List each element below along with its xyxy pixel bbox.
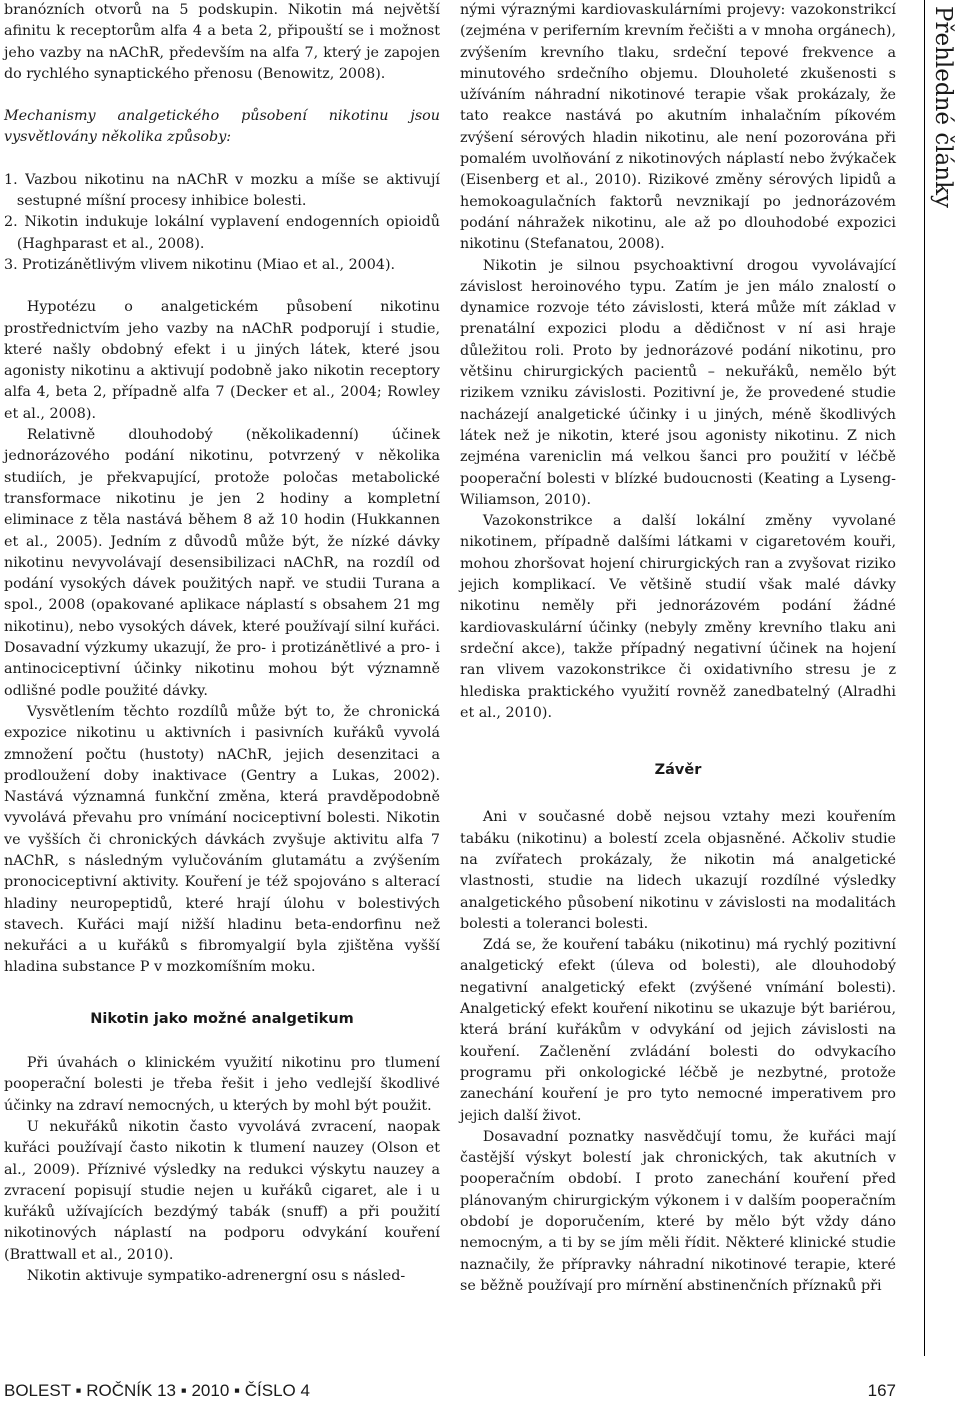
paragraph-sympathetic: Nikotin aktivuje sympatiko-adrenergní osu s násled-	[26, 1268, 406, 1285]
section-label: Přehledné články	[930, 6, 956, 209]
mechanisms-list	[4, 170, 440, 276]
mechanisms-heading: Mechanismy analgetického působení nikotinu jsou vysvětlovány několika způsoby:	[4, 108, 440, 146]
right-column	[460, 0, 896, 1297]
paragraph-clinical-use: Při úvahách o klinickém využití nikotinu pro tlumení pooperační bolesti je třeba řešit i jeho vedlejší škodlivé účinky na zdraví nemocných, u kterých by mohl být použit.	[4, 1055, 440, 1114]
page-footer	[4, 1380, 896, 1402]
paragraph-conclusion-3: Dosavadní poznatky nasvědčují tomu, že kuřáci mají častější výskyt bolestí jak chronických, tak akutních v pooperačním období. I proto zanechání kouření před plánovaným chirurgickým výkonem i v dalším pooperačním období je doporučením, které by mělo být vždy dáno nemocným, a ti by se jím měli řídit. Některé klinické studie naznačily, že přípravky náhradní nikotinové terapie, které se běžně používají pro mírnění abstinenčních příznaků při	[460, 1128, 896, 1294]
list-item: 3. Protizánětlivým vlivem nikotinu (Miao et al., 2004).	[4, 256, 396, 273]
list-item: 1. Vazbou nikotinu na nAChR v mozku a míše se aktivují sestupné míšní procesy inhibice bolesti.	[4, 171, 440, 210]
paragraph-duration: Relativně dlouhodobý (několikadenní) účinek jednorázového podání nikotinu, potvrzený v několika studiích, je překvapující, protože poločas metabolické transformace nikotinu je jen 2 hodiny a kompletní eliminace z těla nastává během 8 až 10 hodin (Hukkannen et al., 2005). Jedním z důvodů může být, že nízké dávky nikotinu nevyvolávají desensibilizaci nAChR, na rozdíl od podání vysokých dávek použitých např. ve studii Turana a spol., 2008 (opakované aplikace náplastí s obsahem 21 mg nikotinu), nebo vysokých dávek, které používají silní kuřáci. Dosavadní výzkumy ukazují, že pro- i protizánětlivé a pro- i antinociceptivní účinky nikotinu mohou být významně odlišné podle použité dávky.	[4, 427, 440, 699]
paragraph-nausea: U nekuřáků nikotin často vyvolává zvracení, naopak kuřáci používají často nikotin k tlumení nauzey (Olson et al., 2009). Příznivé výsledky na redukci výskytu nauzey a zvracení popisují studie nejen u kuřáků cigaret, ale i u kuřáků užívajících bezdýmý tabák (snuff) a při použití nikotinových náplastí na podporu odvykání kouření (Brattwall et al., 2010).	[4, 1118, 440, 1263]
paragraph-psychoactive: Nikotin je silnou psychoaktivní drogou vyvolávající závislost heroinového typu. Zatím je jen málo znalostí o dynamice rozvoje této závislosti, která může mít základ v prenatální expozici plodu a dědičnost v ní asi hraje důležitou roli. Proto by jednorázové podání nikotinu, pro většinu chirurgických pacientů – nekuřáků, nemělo být rizikem vzniku závislosti. Pozitivní je, že provedené studie nacházejí analgetické účinky i u jiných, méně škodlivých látek než je nikotin, které jsou agonisty nikotinu. Z nich zejména vareniclin má velkou šanci pro použití v léčbě pooperační bolesti v blízké budoucnosti (Keating a Lyseng-Wiliamson, 2010).	[460, 257, 896, 508]
left-column	[4, 0, 440, 1287]
page-number: 167	[867, 1381, 896, 1400]
paragraph-vasoconstriction: Vazokonstrikce a další lokální změny vyvolané nikotinem, případně dalšími látkami v cigaretovém kouři, mohou zhoršovat hojení chirurgických ran a zvyšovat riziko jejich komplikací. Ve většině studií však malé dávky nikotinu neměly při jednorázovém podání žádné kardiovaskulární účinky (nebyly změny krevního tlaku ani srdeční akce), takže případný negativní účinek na hojení ran vlivem vazokonstrikce či oxidativního stresu je z hlediska praktického využití rovněž zanedbatelný (Alradhi et al., 2010).	[460, 513, 896, 721]
paragraph-explanation: Vysvětlením těchto rozdílů může být to, že chronická expozice nikotinu u aktivních i pasivních kuřáků vyvolá zmnožení počtu (hustoty) nAChR, jejich desenzitaci a prodloužení doby inaktivace (Gentry a Lukas, 2002). Nastává významná funkční změna, která pravděpodobně vyvolává převahu pro vnímání nociceptivní bolesti. Nikotin ve vyšších či chronických dávkách zvyšuje aktivitu alfa 7 nAChR, s následným vylučováním glutamátu a zvýšením pronociceptivní aktivity. Kouření je též spojováno s alterací hladiny neuropeptidů, které hrají úlohu v bolestivých stavech. Kuřáci mají nižší hladinu beta-endorfinu než nekuřáci a u kuřáků s fibromyalgií byla zjištěna vyšší hladina substance P v mozkomíšním moku.	[4, 703, 440, 976]
paragraph-cardiovascular: nými výraznými kardiovaskulárními projevy: vazokonstrikcí (zejména v periferním krevním řečišti a v mnoha orgánech), zvýšením krevního tlaku, srdeční tepové frekvence a minutového srdečního objemu. Dlouholeté zkušenosti s užíváním náhradní nikotinové terapie však prokázaly, že tato reakce nastává po akutním inhalačním píkovém zvýšení sérových hladin nikotinu, ale není pozorována při pomalém uvolňování z nikotinových náplastí nebo žvýkaček (Eisenberg et al., 2010). Rizikové změny sérových lipidů a hemokoagulačních faktorů nevznikají po jednorázovém podání náhražek nikotinu, ale až po dlouhodobé expozici nikotinu (Stefanatou, 2008).	[460, 2, 896, 253]
section-heading-conclusion: Závěr	[654, 762, 702, 779]
paragraph-receptor-affinity: branózních otvorů na 5 podskupin. Nikotin má největší afinitu k receptorům alfa 4 a beta 2, připouští se i možnost jeho vazby na nAChR, především na alfa 7, který je zapojen do rychlého synaptického přenosu (Benowitz, 2008).	[4, 2, 440, 82]
section-heading-analgesic: Nikotin jako možné analgetikum	[90, 1010, 354, 1027]
journal-issue-info: BOLEST ▪ ROČNÍK 13 ▪ 2010 ▪ ČÍSLO 4	[4, 1381, 310, 1400]
paragraph-hypothesis: Hypotézu o analgetickém působení nikotinu prostřednictvím jeho vazby na nAChR podporují i studie, které našly obdobný efekt i u jiných látek, které jsou agonisty nikotinu a aktivují podobně jako nikotin receptory alfa 4, beta 2, případně alfa 7 (Decker et al., 2004; Rowley et al., 2008).	[4, 299, 440, 422]
section-divider-line	[924, 0, 925, 1356]
paragraph-conclusion-2: Zdá se, že kouření tabáku (nikotinu) má rychlý pozitivní analgetický efekt (úleva od bolesti), ale dlouhodobý negativní analgetický efekt (zvýšené vnímání bolesti). Analgetický efekt kouření nikotinu se ukazuje být bariérou, která brání kuřákům v odvykání od jejich závislosti na kouření. Začlenění zvládání bolesti do odvykacího programu při onkologické léčbě je nezbytné, protože zanechání kouření je pro tyto nemocné imperativem pro jejich další život.	[460, 937, 896, 1124]
list-item: 2. Nikotin indukuje lokální vyplavení endogenních opioidů (Haghparast et al., 2008).	[4, 214, 440, 252]
paragraph-conclusion-1: Ani v současné době nejsou vztahy mezi kouřením tabáku (nikotinu) a bolestí zcela objasněné. Ačkoliv studie na zvířatech prokázaly, že nikotin má analgetické vlastnosti, studie na lidech ukazují rozdílné výsledky analgetického působení nikotinu v závislosti na modalitách bolesti a toleranci bolesti.	[460, 809, 896, 932]
